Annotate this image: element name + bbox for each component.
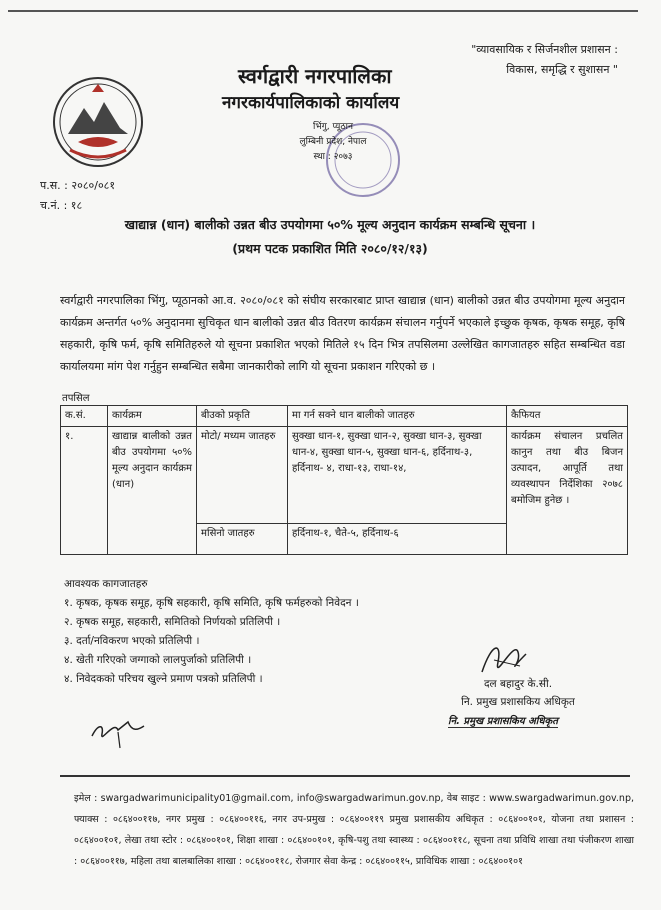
cell-seed-type-2: मसिनो जातहरु — [197, 524, 288, 555]
documents-heading: आवश्यक कागजातहरु — [64, 578, 148, 590]
table-label: तपसिल — [62, 393, 90, 404]
dispatch-number: च.नं. : १८ — [40, 199, 83, 212]
notice-body: स्वर्गद्वारी नगरपालिका भिंगु, प्यूठानको आ.व. २०८०/०८१ को संघीय सरकारबाट प्राप्त खाद्यान्न (धान) बालीको उन्नत बीउ उपयोगमा मूल्य अनुदान कार्यक्रम अन्तर्गत ५०% अनुदानमा सुचिकृत धान बालीको उन्नत बीउ वितरण कार्यक्रम संचालन गर्नुपर्ने भएकाले इच्छुक कृषक, कृषक समूह, कृषि सहकारी, कृषि फर्म, कृषि समितिहरुले यो सूचना प्रकाशित भएको मितिले १५ दिन भित्र तपसिलमा उल्लेखित कागजातहरु सहित सम्बन्धित वडा कार्यालयमा मांग पेश गर्नुहुन सम्बन्धित सबैमा जानकारीको लागि यो सूचना प्रकाशन गरिएको छ । — [60, 294, 625, 373]
list-item: १. कृषक, कृषक समूह, कृषि सहकारी, कृषि समिति, कृषि फर्महरुको निवेदन । — [64, 597, 359, 609]
details-table — [60, 405, 628, 555]
table-row — [61, 427, 628, 524]
list-item: ३. दर्ता/नविकरण भएको प्रतिलिपी । — [64, 635, 200, 647]
signatory-stamp: नि. प्रमुख प्रशासकिय अधिकृत — [448, 713, 558, 728]
cell-program: खाद्यान्न बालीको उन्नत बीउ उपयोगमा ५०% मूल्य अनुदान कार्यक्रम (धान) — [108, 427, 197, 555]
list-item: २. कृषक समूह, सहकारी, समितिको निर्णयको प्रतिलिपी । — [64, 616, 281, 628]
signatory-block — [418, 675, 618, 711]
signatory-name: दल बहादुर के.सी. — [483, 678, 553, 690]
office-name: नगरकार्यपालिकाको कार्यालय — [222, 93, 400, 113]
contact-footer: इमेल : swargadwarimunicipality01@gmail.com, info@swargadwarimun.gov.np, वेब साइट : www.swargadwarimun.gov.np, फ्याक्स : ०८६४००११७, नगर प्रमुख : ०८६४००११६, नगर उप-प्रमुख : ०८६४००११९ प्रमुख प्रशासकीय अधिकृत : ०८६४००१०१, योजना तथा प्रशासन : ०८६४००१०१, लेखा तथा स्टोर : ०८६४००१०१, शिक्षा शाखा : ०८६४००१०१, कृषि-पशु तथा स्वास्थ्य : ०८६४००११८, सूचना तथा प्रविधि शाखा तथा पंजीकरण शाखा : ०८६४००११७, महिला तथा बालबालिका शाखा : ०८६४००११८, रोजगार सेवा केन्द्र : ०८६४००११५, प्राविधिक शाखा : ०८६४००१०१ — [74, 793, 634, 867]
cell-varieties-2: हर्दिनाथ-१, चैते-५, हर्दिनाथ-६ — [288, 524, 507, 555]
letter-number: प.स. : २०८०/०८१ — [40, 179, 116, 192]
slogan-line-2: विकास, समृद्धि र सुशासन " — [506, 63, 618, 76]
nepal-emblem-icon — [48, 72, 148, 172]
col-remarks: कैफियत — [507, 406, 628, 427]
initials-signature-icon — [88, 710, 148, 750]
address-line-3: स्था : २०७३ — [313, 152, 353, 162]
address-line-1: भिंगु, प्यूठान — [313, 122, 353, 132]
required-documents — [64, 575, 359, 689]
subject-line-2: (प्रथम पटक प्रकाशित मिति २०८०/१२/१३) — [232, 241, 428, 256]
cell-seed-type-1: मोटो/ मध्यम जातहरु — [197, 427, 288, 524]
col-varieties: मा गर्न सक्ने धान बालीको जातहरु — [288, 406, 507, 427]
cell-varieties-1: सुक्खा धान-१, सुक्खा धान-२, सुक्खा धान-३, सुक्खा धान-४, सुक्खा धान-५, सुक्खा धान-६, हर्दिनाथ-३, हर्दिनाथ- ४, राधा-१३, राधा-१४, — [288, 427, 507, 524]
table-header-row — [61, 406, 628, 427]
list-item: ४. निवेदकको परिचय खुल्ने प्रमाण पत्रको प्रतिलिपी । — [64, 673, 263, 685]
col-program: कार्यक्रम — [108, 406, 197, 427]
address-line-2: लुम्बिनी प्रदेश, नेपाल — [299, 137, 367, 147]
reference-block — [40, 176, 115, 216]
cell-remarks: कार्यक्रम संचालन प्रचलित कानुन तथा बीउ बिजन उत्पादन, आपूर्ति तथा व्यवस्थापन निर्देशिका २०७८ बमोजिम हुनेछ । — [507, 427, 628, 555]
signatory-title: नि. प्रमुख प्रशासकिय अधिकृत — [461, 696, 575, 708]
office-address — [298, 120, 368, 165]
subject-line-1: खाद्यान्न (धान) बालीको उन्नत बीउ उपयोगमा ५०% मूल्य अनुदान कार्यक्रम सम्बन्धि सूचना । — [124, 217, 536, 232]
col-sn: क.सं. — [61, 406, 108, 427]
top-rule — [8, 10, 638, 12]
col-seed-type: बीउको प्रकृति — [197, 406, 288, 427]
footer-rule — [60, 775, 630, 777]
org-name: स्वर्गद्वारी नगरपालिका — [238, 64, 392, 88]
notice-subject — [30, 213, 630, 261]
slogan-line-1: "व्यावसायिक र सिर्जनशील प्रशासन : — [471, 43, 618, 56]
list-item: ४. खेती गरिएको जग्गाको लालपुर्जाको प्रतिलिपी । — [64, 654, 252, 666]
cell-sn: १. — [61, 427, 108, 555]
slogan — [418, 40, 618, 80]
